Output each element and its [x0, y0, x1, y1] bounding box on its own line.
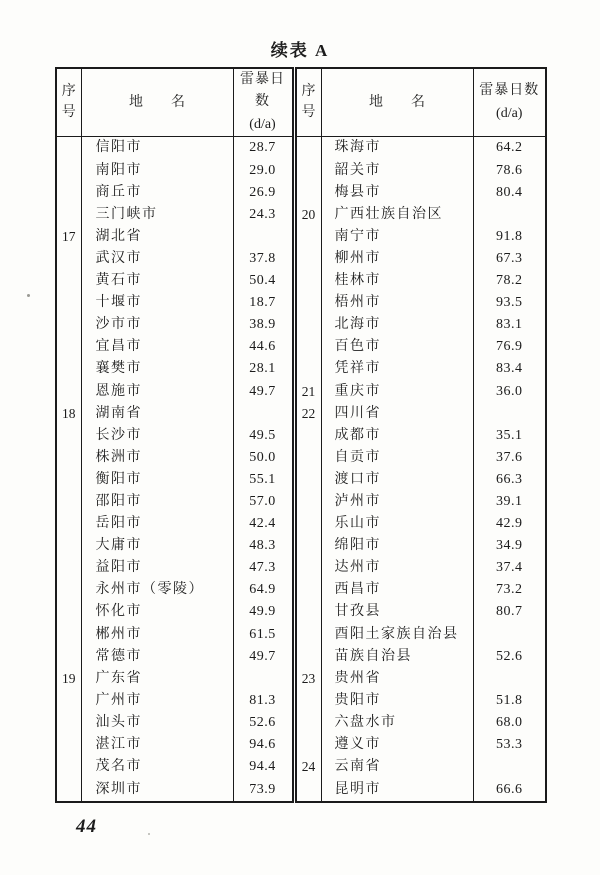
- cell-index-left: [56, 314, 81, 336]
- cell-index-left: [56, 756, 81, 778]
- cell-index-left: [56, 336, 81, 358]
- cell-place-left: 永州市（零陵）: [81, 579, 233, 601]
- cell-place-right: 成都市: [321, 425, 473, 447]
- cell-days-left: 50.4: [233, 270, 294, 292]
- cell-days-right: 91.8: [473, 226, 546, 248]
- cell-index-right: [294, 314, 321, 336]
- cell-days-right: 64.2: [473, 137, 546, 160]
- cell-index-left: [56, 358, 81, 380]
- cell-place-left: 信阳市: [81, 137, 233, 160]
- cell-place-left: 广东省: [81, 668, 233, 690]
- table-row: [56, 513, 546, 535]
- cell-index-right: [294, 624, 321, 646]
- table-row: [56, 292, 546, 314]
- cell-days-right: 51.8: [473, 690, 546, 712]
- cell-index-right: [294, 425, 321, 447]
- cell-days-right: [473, 668, 546, 690]
- cell-index-right: [294, 734, 321, 756]
- cell-days-right: [473, 756, 546, 778]
- cell-index-right: [294, 646, 321, 668]
- cell-days-left: 28.1: [233, 358, 294, 380]
- cell-days-right: 93.5: [473, 292, 546, 314]
- cell-days-left: 61.5: [233, 624, 294, 646]
- cell-place-left: 大庸市: [81, 535, 233, 557]
- table-row: [56, 314, 546, 336]
- cell-days-right: 53.3: [473, 734, 546, 756]
- cell-place-left: 益阳市: [81, 557, 233, 579]
- table-row: [56, 557, 546, 579]
- cell-days-right: 66.3: [473, 469, 546, 491]
- cell-index-left: 17: [62, 229, 76, 245]
- cell-days-right: 36.0: [473, 380, 546, 402]
- table-row: [56, 668, 546, 690]
- cell-place-left: 长沙市: [81, 425, 233, 447]
- cell-place-left: 邵阳市: [81, 491, 233, 513]
- cell-index-left: [56, 204, 81, 226]
- cell-place-left: 湖南省: [81, 403, 233, 425]
- table-row: [56, 447, 546, 469]
- cell-days-right: 35.1: [473, 425, 546, 447]
- header-days-title-left: 雷暴日数: [240, 72, 285, 110]
- cell-place-right: 贵阳市: [321, 690, 473, 712]
- cell-place-right: 云南省: [321, 756, 473, 778]
- cell-index-right: [294, 513, 321, 535]
- cell-index-right: [294, 491, 321, 513]
- cell-days-right: 80.4: [473, 182, 546, 204]
- header-days-unit-left: (d/a): [249, 116, 276, 132]
- thunderstorm-days-table: [55, 67, 547, 803]
- cell-days-left: 44.6: [233, 336, 294, 358]
- cell-days-left: 49.7: [233, 380, 294, 402]
- table-row: [56, 734, 546, 756]
- cell-place-left: 襄樊市: [81, 358, 233, 380]
- cell-place-right: 六盘水市: [321, 712, 473, 734]
- cell-place-right: 北海市: [321, 314, 473, 336]
- cell-place-right: 珠海市: [321, 137, 473, 160]
- table-row: [56, 712, 546, 734]
- table-row: [56, 690, 546, 712]
- cell-place-right: 绵阳市: [321, 535, 473, 557]
- cell-days-left: 37.8: [233, 248, 294, 270]
- header-days-title-right: 雷暴日数: [479, 83, 540, 99]
- cell-index-left: [56, 380, 81, 402]
- cell-index-right: [294, 447, 321, 469]
- cell-index-left: [56, 624, 81, 646]
- cell-days-left: 81.3: [233, 690, 294, 712]
- cell-place-right: 重庆市: [321, 380, 473, 402]
- cell-index-left: [56, 248, 81, 270]
- cell-index-left: [56, 734, 81, 756]
- table-row: [56, 204, 546, 226]
- cell-index-left: [56, 270, 81, 292]
- cell-index-left: [56, 425, 81, 447]
- cell-days-right: 78.6: [473, 160, 546, 182]
- cell-place-right: 广西壮族自治区: [321, 204, 473, 226]
- cell-index-left: [56, 778, 81, 802]
- cell-place-left: 常德市: [81, 646, 233, 668]
- header-days-left: [233, 68, 294, 137]
- cell-index-left: [56, 447, 81, 469]
- cell-days-right: 42.9: [473, 513, 546, 535]
- cell-place-right: 四川省: [321, 403, 473, 425]
- table-row: [56, 491, 546, 513]
- table-row: [56, 756, 546, 778]
- header-index-right: 序号: [294, 68, 321, 137]
- cell-place-left: 郴州市: [81, 624, 233, 646]
- cell-place-left: 株洲市: [81, 447, 233, 469]
- cell-days-left: 47.3: [233, 557, 294, 579]
- cell-index-left: [56, 690, 81, 712]
- cell-index-left: [56, 491, 81, 513]
- cell-days-left: 57.0: [233, 491, 294, 513]
- cell-place-right: 柳州市: [321, 248, 473, 270]
- table-row: [56, 358, 546, 380]
- cell-index-right: [294, 712, 321, 734]
- cell-place-right: 甘孜县: [321, 601, 473, 623]
- cell-days-right: 73.2: [473, 579, 546, 601]
- cell-place-left: 广州市: [81, 690, 233, 712]
- cell-place-left: 恩施市: [81, 380, 233, 402]
- cell-place-right: 达州市: [321, 557, 473, 579]
- cell-index-right: [294, 358, 321, 380]
- cell-place-right: 乐山市: [321, 513, 473, 535]
- table-row: [56, 248, 546, 270]
- cell-place-right: 昆明市: [321, 778, 473, 802]
- cell-index-right: [294, 226, 321, 248]
- scan-speck: [27, 294, 30, 297]
- cell-index-right: 23: [294, 668, 321, 690]
- cell-days-left: 64.9: [233, 579, 294, 601]
- cell-place-right: 百色市: [321, 336, 473, 358]
- cell-place-left: 湛江市: [81, 734, 233, 756]
- cell-days-right: 76.9: [473, 336, 546, 358]
- cell-days-left: [233, 403, 294, 425]
- cell-index-left: 18: [62, 405, 76, 421]
- cell-index-right: [294, 292, 321, 314]
- cell-place-left: 汕头市: [81, 712, 233, 734]
- cell-days-right: [473, 204, 546, 226]
- cell-index-right: [294, 535, 321, 557]
- cell-days-left: 48.3: [233, 535, 294, 557]
- cell-index-left: [56, 182, 81, 204]
- cell-days-right: 39.1: [473, 491, 546, 513]
- cell-index-right: 24: [294, 756, 321, 778]
- cell-days-left: [233, 668, 294, 690]
- table-row: [56, 624, 546, 646]
- table-row: [56, 182, 546, 204]
- cell-index-right: [294, 182, 321, 204]
- cell-index-right: 22: [294, 403, 321, 425]
- cell-index-right: [294, 160, 321, 182]
- header-days-unit-right: (d/a): [496, 105, 523, 121]
- cell-days-right: 52.6: [473, 646, 546, 668]
- cell-index-right: [294, 579, 321, 601]
- cell-index-right: [294, 601, 321, 623]
- cell-place-left: 岳阳市: [81, 513, 233, 535]
- cell-index-left: [56, 469, 81, 491]
- table-row: [56, 535, 546, 557]
- cell-place-left: 南阳市: [81, 160, 233, 182]
- cell-place-left: 茂名市: [81, 756, 233, 778]
- cell-days-right: 68.0: [473, 712, 546, 734]
- cell-index-right: [294, 336, 321, 358]
- scan-speck: [148, 833, 150, 835]
- cell-index-left: [56, 292, 81, 314]
- cell-index-left: [56, 601, 81, 623]
- cell-index-left: [56, 579, 81, 601]
- cell-index-left: [56, 137, 81, 160]
- cell-days-right: [473, 403, 546, 425]
- cell-index-right: [294, 778, 321, 802]
- cell-days-left: 49.7: [233, 646, 294, 668]
- cell-place-right: 自贡市: [321, 447, 473, 469]
- cell-days-left: [233, 226, 294, 248]
- table-row: [56, 270, 546, 292]
- cell-place-right: 泸州市: [321, 491, 473, 513]
- cell-place-right: 梅县市: [321, 182, 473, 204]
- cell-index-right: 21: [294, 380, 321, 402]
- table-row: [56, 380, 546, 402]
- cell-index-left: [56, 646, 81, 668]
- cell-days-left: 29.0: [233, 160, 294, 182]
- cell-days-right: 37.6: [473, 447, 546, 469]
- cell-days-right: 80.7: [473, 601, 546, 623]
- header-days-right: [473, 68, 546, 137]
- cell-place-right: 韶关市: [321, 160, 473, 182]
- cell-index-right: [294, 557, 321, 579]
- page-title: 续表 A: [270, 41, 330, 60]
- cell-place-left: 黄石市: [81, 270, 233, 292]
- cell-index-left: [56, 557, 81, 579]
- cell-place-right: 遵义市: [321, 734, 473, 756]
- cell-place-right: 桂林市: [321, 270, 473, 292]
- table-row: [56, 137, 546, 160]
- cell-place-left: 湖北省: [81, 226, 233, 248]
- cell-days-left: 49.5: [233, 425, 294, 447]
- cell-place-left: 商丘市: [81, 182, 233, 204]
- cell-days-right: [473, 624, 546, 646]
- cell-place-left: 三门峡市: [81, 204, 233, 226]
- table-row: [56, 601, 546, 623]
- cell-place-right: 凭祥市: [321, 358, 473, 380]
- cell-days-right: 66.6: [473, 778, 546, 802]
- table-row: [56, 336, 546, 358]
- cell-place-right: 南宁市: [321, 226, 473, 248]
- header-row: [56, 68, 546, 137]
- cell-index-right: [294, 248, 321, 270]
- cell-index-left: [56, 513, 81, 535]
- cell-place-right: 梧州市: [321, 292, 473, 314]
- table-row: [56, 425, 546, 447]
- cell-index-right: [294, 270, 321, 292]
- cell-index-left: [56, 712, 81, 734]
- cell-place-right: 渡口市: [321, 469, 473, 491]
- table-body: [56, 137, 546, 802]
- cell-days-right: 37.4: [473, 557, 546, 579]
- table-row: [56, 579, 546, 601]
- cell-place-right: 苗族自治县: [321, 646, 473, 668]
- cell-index-right: [294, 137, 321, 160]
- cell-days-left: 38.9: [233, 314, 294, 336]
- table-row: [56, 160, 546, 182]
- cell-days-left: 49.9: [233, 601, 294, 623]
- cell-index-right: [294, 469, 321, 491]
- table-row: [56, 646, 546, 668]
- cell-days-left: 94.4: [233, 756, 294, 778]
- cell-place-left: 宜昌市: [81, 336, 233, 358]
- table-row: [56, 469, 546, 491]
- cell-days-right: 83.1: [473, 314, 546, 336]
- cell-index-left: 19: [62, 671, 76, 686]
- cell-days-right: 34.9: [473, 535, 546, 557]
- cell-days-left: 24.3: [233, 204, 294, 226]
- cell-index-right: 20: [294, 204, 321, 226]
- cell-days-left: 52.6: [233, 712, 294, 734]
- cell-days-left: 26.9: [233, 182, 294, 204]
- table-row: [56, 226, 546, 248]
- cell-place-left: 沙市市: [81, 314, 233, 336]
- table-row: [56, 403, 546, 425]
- cell-index-left: [56, 160, 81, 182]
- cell-place-left: 衡阳市: [81, 469, 233, 491]
- header-place-right: 地 名: [321, 68, 473, 137]
- cell-place-left: 怀化市: [81, 601, 233, 623]
- cell-index-right: [294, 690, 321, 712]
- header-index-left: 序号: [56, 68, 81, 137]
- cell-days-right: 67.3: [473, 248, 546, 270]
- cell-days-left: 18.7: [233, 292, 294, 314]
- cell-place-left: 深圳市: [81, 778, 233, 802]
- cell-days-left: 55.1: [233, 469, 294, 491]
- cell-place-left: 十堰市: [81, 292, 233, 314]
- page-number: 44: [76, 816, 97, 837]
- cell-days-left: 50.0: [233, 447, 294, 469]
- cell-place-right: 酉阳土家族自治县: [321, 624, 473, 646]
- cell-days-right: 78.2: [473, 270, 546, 292]
- header-place-left: 地 名: [81, 68, 233, 137]
- cell-days-left: 94.6: [233, 734, 294, 756]
- cell-days-right: 83.4: [473, 358, 546, 380]
- cell-days-left: 28.7: [233, 137, 294, 160]
- cell-place-right: 西昌市: [321, 579, 473, 601]
- cell-days-left: 42.4: [233, 513, 294, 535]
- cell-index-left: [56, 535, 81, 557]
- table-row: [56, 778, 546, 802]
- cell-place-left: 武汉市: [81, 248, 233, 270]
- cell-place-right: 贵州省: [321, 668, 473, 690]
- cell-days-left: 73.9: [233, 778, 294, 802]
